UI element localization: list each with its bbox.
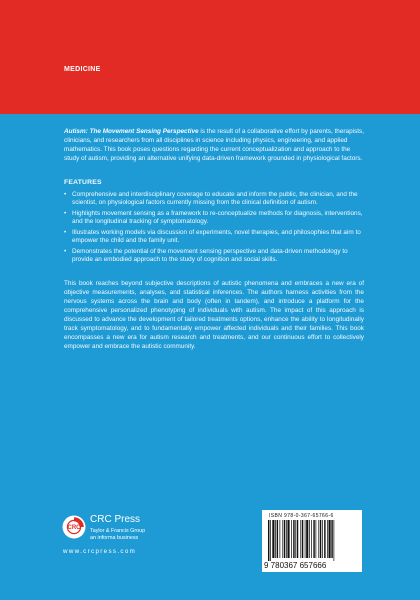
feature-text: Comprehensive and interdisciplinary coverage to educate and inform the public, the clinician, and the scientist, on physiological factors currently missing from the clinical definition of autism.	[72, 190, 358, 207]
barcode-bars	[267, 520, 357, 561]
closing-paragraph: This book reaches beyond subjective descriptions of autistic phenomena and embraces a new era of objective measurements, analyses, and statistical inferences. The authors harness activities from the nervous systems across the brain and body (often in tandem), and introduce a platform for the comprehensive personalized phenotyping of individuals with autism. The impact of this approach is discussed to advance the development of tailored treatments options, enhance the ability to longitudinally track symptomatology, and to fundamentally empower affected individuals and their families. This book encompasses a new era for autism research and treatments, and our continuous effort to collectively empower and embrace the autistic community.	[64, 280, 364, 350]
publisher-name: CRC Press	[90, 514, 141, 525]
feature-text: Demonstrates the potential of the movement sensing perspective and data-driven methodology to provide an embodied approach to the study of cognition and social skills.	[72, 247, 348, 264]
feature-item	[64, 248, 364, 266]
logo-text: CRC	[67, 525, 81, 532]
publisher-business: an informa business	[90, 535, 139, 541]
category-label: MEDICINE	[64, 66, 101, 73]
bullet-icon: •	[64, 190, 67, 198]
bullet-icon: •	[64, 228, 67, 236]
isbn-barcode	[262, 510, 362, 572]
publisher-url: www.crcpress.com	[63, 548, 137, 555]
bullet-icon: •	[64, 247, 67, 255]
feature-item	[64, 229, 364, 247]
bullet-icon: •	[64, 209, 67, 217]
features-heading: FEATURES	[64, 178, 102, 186]
isbn-number: ISBN 978-0-367-65766-6	[269, 513, 334, 519]
publisher-group: Taylor & Francis Group	[90, 528, 146, 534]
publisher-block	[62, 513, 182, 563]
crc-press-logo-icon	[62, 515, 86, 539]
intro-text: is the result of a collaborative effort by parents, therapists, clinicians, and researchers from all disciplines in science including physics, engineering, and applied mathematics. This book poses questions regarding the current conceptualization and approach to the study of autism, providing an alternative unifying data-driven framework grounded in physiological factors.	[64, 128, 365, 162]
intro-paragraph	[64, 128, 364, 164]
feature-text: Highlights movement sensing as a framework to re-conceptualize methods for diagnosis, interventions, and the longitudinal tracking of symptomatology.	[72, 209, 363, 226]
feature-item	[64, 210, 364, 228]
back-cover-text	[64, 128, 364, 352]
features-list	[64, 191, 364, 266]
feature-text: Illustrates working models via discussion of experiments, novel therapies, and philosophies that aim to empower the child and the family unit.	[72, 228, 361, 245]
top-red-band	[0, 0, 420, 114]
feature-item	[64, 191, 364, 209]
book-title: Autism: The Movement Sensing Perspective	[64, 128, 199, 135]
publisher-tagline	[90, 528, 145, 542]
barcode-digits: 9 780367 657666	[264, 561, 327, 570]
